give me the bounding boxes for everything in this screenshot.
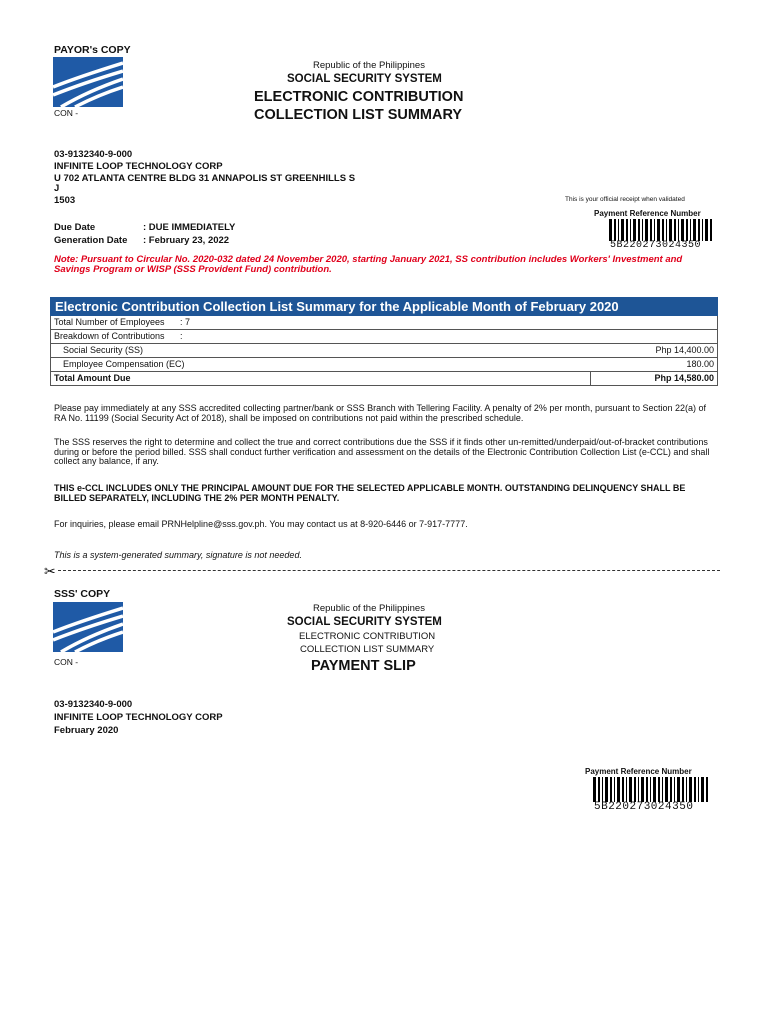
payor-employer-id: 03-9132340-9-000 [54, 149, 133, 160]
delinquency-paragraph: THIS e-CCL INCLUDES ONLY THE PRINCIPAL AMOUNT DUE FOR THE SELECTED APPLICABLE MONTH. OUTSTANDING DELINQUENCY SHALL BE BILLED SEPARATELY, INCLUDING THE 2% PER MONTH PENALTY. [54, 483, 686, 503]
breakdown-colon: : [180, 331, 183, 341]
inquiries-paragraph: For inquiries, please email PRNHelpline@sss.gov.ph. You may contact us at 8-920-6446 or 7-917-7777. [54, 519, 468, 529]
sss-sub-line2: COLLECTION LIST SUMMARY [300, 644, 435, 655]
payor-prn-value: 5B220273024350 [610, 240, 702, 251]
ec-value: 180.00 [591, 358, 718, 372]
payor-prn-label: Payment Reference Number [594, 209, 701, 218]
receipt-note: This is your official receipt when validated [565, 196, 685, 203]
barcode-icon [592, 777, 712, 802]
sss-prn-label: Payment Reference Number [585, 767, 692, 776]
sss-logo-icon [53, 57, 123, 107]
system-generated-note: This is a system-generated summary, signature is not needed. [54, 550, 302, 560]
barcode-icon [608, 219, 716, 241]
payor-title-line1: ELECTRONIC CONTRIBUTION [254, 89, 464, 105]
sss-month: February 2020 [54, 725, 119, 736]
payor-title-line2: COLLECTION LIST SUMMARY [254, 107, 463, 123]
sss-employer-name: INFINITE LOOP TECHNOLOGY CORP [54, 712, 223, 723]
payor-con-label: CON - [54, 108, 79, 118]
sss-republic: Republic of the Philippines [313, 603, 425, 614]
generation-date-value: : February 23, 2022 [143, 235, 230, 246]
circular-note: Note: Pursuant to Circular No. 2020-032 dated 24 November 2020, starting January 2021, SS contribution includes Workers' Investment and Savings Program or WISP (SSS Provident Fund) contribution. [54, 254, 683, 275]
ec-label: Employee Compensation (EC) [51, 358, 591, 372]
sss-logo-icon [53, 602, 123, 652]
breakdown-label: Breakdown of Contributions [54, 331, 165, 341]
generation-date-label: Generation Date [54, 235, 128, 246]
penalty-paragraph: Please pay immediately at any SSS accredited collecting partner/bank or SSS Branch with Tellering Facility. A penalty of 2% per month, pursuant to Section 22(a) of RA No. 11199 (Social Security Act of 2018), shall be imposed on contributions not paid within the prescribed schedule. [54, 403, 707, 423]
summary-table [50, 297, 718, 386]
payor-address-line2: J [54, 183, 60, 194]
payor-agency: SOCIAL SECURITY SYSTEM [287, 73, 442, 85]
sss-sub-line1: ELECTRONIC CONTRIBUTION [299, 631, 436, 642]
ss-label: Social Security (SS) [51, 344, 591, 358]
payor-copy-label: PAYOR's COPY [54, 44, 131, 56]
summary-header: Electronic Contribution Collection List Summary for the Applicable Month of February 2020 [51, 298, 718, 316]
employees-label: Total Number of Employees [54, 317, 165, 327]
payor-address-line1: U 702 ATLANTA CENTRE BLDG 31 ANNAPOLIS ST GREENHILLS S [54, 173, 356, 184]
total-label: Total Amount Due [51, 372, 591, 386]
ss-value: Php 14,400.00 [591, 344, 718, 358]
cut-line [58, 570, 720, 571]
sss-employer-id: 03-9132340-9-000 [54, 699, 133, 710]
total-value: Php 14,580.00 [591, 372, 718, 386]
payor-address-line3: 1503 [54, 195, 76, 206]
payor-republic: Republic of the Philippines [313, 60, 425, 71]
scissors-icon: ✂ [44, 563, 56, 579]
payor-employer-name: INFINITE LOOP TECHNOLOGY CORP [54, 161, 223, 172]
sss-copy-label: SSS' COPY [54, 588, 111, 600]
payment-slip-title: PAYMENT SLIP [311, 658, 416, 674]
due-date-value: : DUE IMMEDIATELY [143, 222, 236, 233]
employees-value: : 7 [180, 317, 191, 327]
reserves-paragraph: The SSS reserves the right to determine and collect the true and correct contributions due the SSS if it finds other un-remitted/underpaid/out-of-bracket contributions during or before the period billed. SSS shall conduct further verification and assessment on the details of the Electronic Contribution Collection List (e-CCL) and shall collect any balance, if any. [54, 437, 710, 467]
sss-agency: SOCIAL SECURITY SYSTEM [287, 616, 442, 628]
due-date-label: Due Date [54, 222, 96, 233]
sss-prn-value: 5B220273024350 [594, 801, 694, 813]
sss-con-label: CON - [54, 657, 79, 667]
